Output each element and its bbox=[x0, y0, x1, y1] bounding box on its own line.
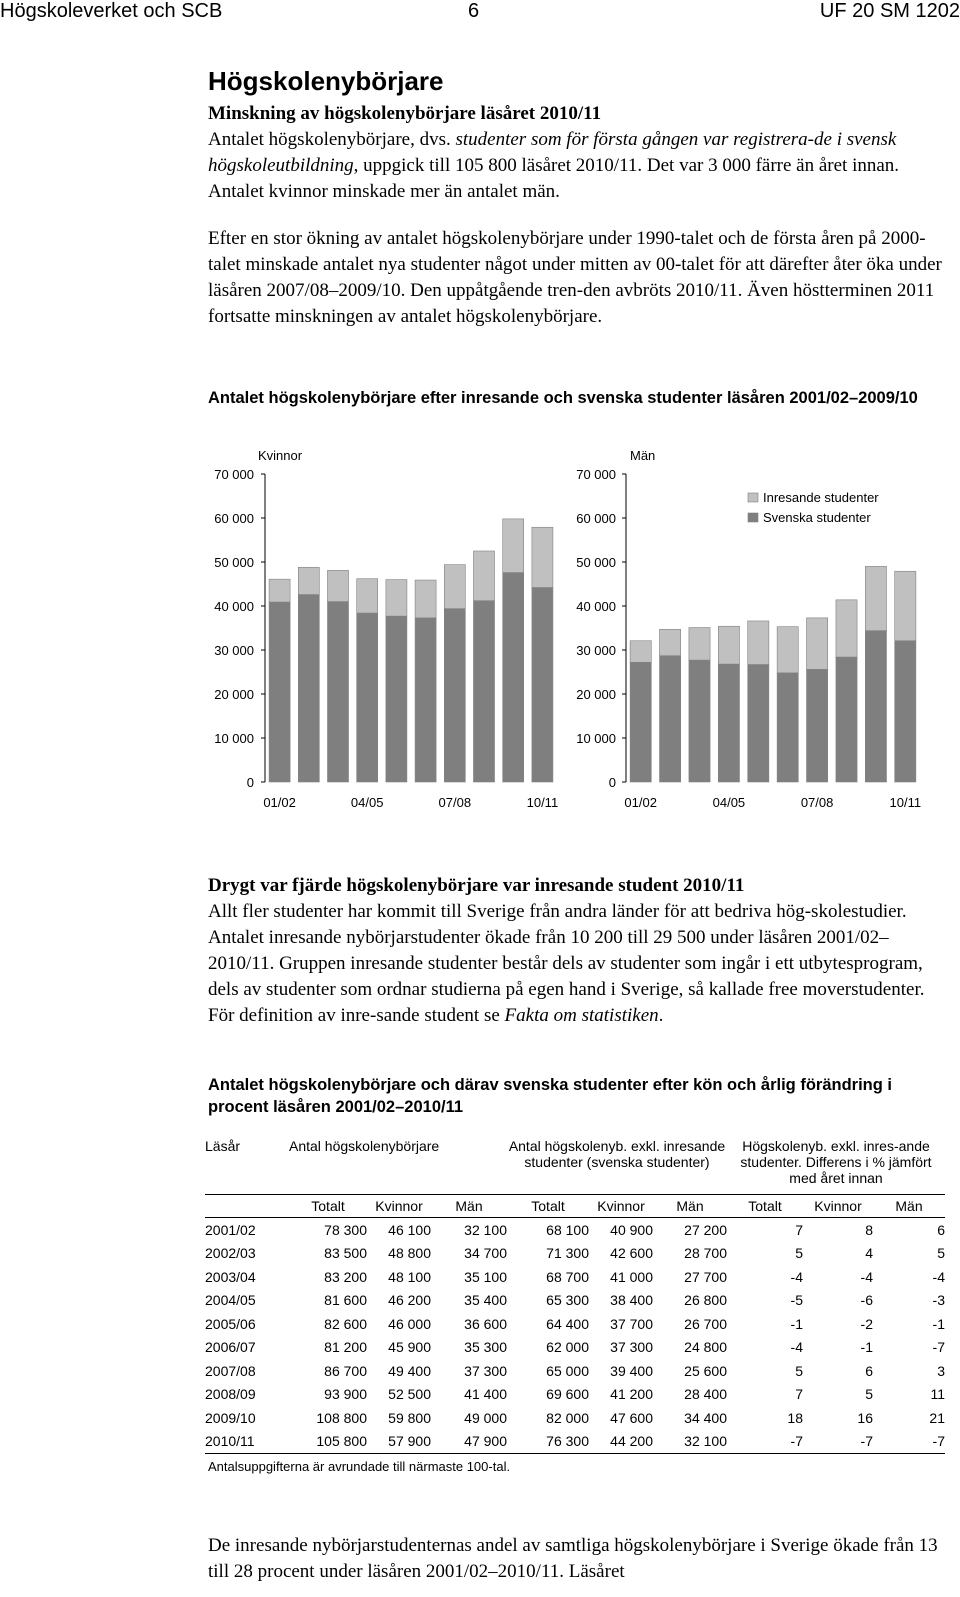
table-cell: 7 bbox=[727, 1218, 803, 1242]
bar-inresande bbox=[298, 567, 319, 594]
table-cell: 83 200 bbox=[324, 1268, 367, 1285]
bar-svenska bbox=[689, 660, 710, 782]
y-tick-label: 70 000 bbox=[214, 467, 254, 482]
table-row bbox=[205, 1359, 945, 1383]
table-cell: -2 bbox=[860, 1315, 873, 1332]
bar-inresande bbox=[415, 580, 436, 618]
y-tick-label: 30 000 bbox=[214, 643, 254, 658]
table-cell: 44 200 bbox=[589, 1430, 653, 1454]
table-subheader: Totalt bbox=[531, 1198, 565, 1214]
table-cell-year: 2002/03 bbox=[205, 1245, 256, 1262]
table-cell: 7 bbox=[795, 1386, 803, 1403]
bar-inresande bbox=[532, 527, 553, 587]
table-cell: 27 700 bbox=[684, 1268, 727, 1285]
chart-panel-title: Män bbox=[630, 448, 656, 463]
x-tick-label: 07/08 bbox=[438, 795, 472, 810]
table-cell: 81 600 bbox=[324, 1292, 367, 1309]
table-cell: -7 bbox=[932, 1339, 945, 1356]
table-subheader: Totalt bbox=[311, 1198, 345, 1214]
page-header-left: Högskoleverket och SCB bbox=[0, 0, 223, 22]
y-tick-label: 30 000 bbox=[576, 643, 616, 658]
intro-paragraph bbox=[208, 101, 943, 205]
table-cell: 57 900 bbox=[367, 1430, 431, 1454]
table-cell: -7 bbox=[727, 1430, 803, 1454]
table-row bbox=[205, 1289, 945, 1313]
table-cell: -5 bbox=[790, 1292, 803, 1309]
x-tick-label: 04/05 bbox=[712, 795, 746, 810]
y-tick-label: 0 bbox=[246, 775, 254, 790]
table-title: Antalet högskolenybörjare och därav svenska studenter efter kön och årlig förändring i procent läsåren 2001/02–2010/11 bbox=[208, 1076, 893, 1116]
table-cell: 34 400 bbox=[684, 1409, 727, 1426]
table-cell: 64 400 bbox=[546, 1315, 589, 1332]
x-tick-label: 01/02 bbox=[624, 795, 657, 810]
body-paragraph-1: Efter en stor ökning av antalet högskolenybörjare under 1990-talet och de första åren på 2000-talet minskade antalet nya studenter något under mitten av 00-talet för att därefter åter öka under läsåren 2007/08–2009/10. Den uppåtgående tren-den avbröts 2010/11. Även höstterminen 2011 fortsatte minskningen av antalet högskolenybörjare. bbox=[208, 228, 942, 327]
page-header-right: UF 20 SM 1202 bbox=[819, 0, 960, 22]
intro-text-italic: studenter som för första gången var registrera-de i svensk högskoleutbildning bbox=[208, 129, 897, 176]
bar-svenska bbox=[444, 609, 465, 782]
bar-svenska bbox=[503, 573, 524, 782]
table-cell: 34 700 bbox=[464, 1245, 507, 1262]
table-cell: 48 800 bbox=[388, 1245, 431, 1262]
section-title: Högskolenybörjare bbox=[208, 66, 444, 96]
table-cell: 5 bbox=[937, 1245, 945, 1262]
bar-inresande bbox=[895, 571, 916, 641]
x-tick-label: 10/11 bbox=[526, 795, 559, 810]
intro-text-start: Antalet högskolenybörjare, dvs. bbox=[208, 129, 456, 150]
table-row bbox=[205, 1312, 945, 1336]
y-tick-label: 10 000 bbox=[576, 731, 616, 746]
table-cell: 48 100 bbox=[388, 1268, 431, 1285]
table-subheader: Kvinnor bbox=[375, 1198, 423, 1214]
y-tick-label: 10 000 bbox=[214, 731, 254, 746]
bar-svenska bbox=[630, 662, 651, 782]
table-subheader: Totalt bbox=[748, 1198, 782, 1214]
table-cell: 82 600 bbox=[324, 1315, 367, 1332]
table-cell: 26 700 bbox=[684, 1315, 727, 1332]
table-cell: 69 600 bbox=[546, 1386, 589, 1403]
chart-title: Antalet högskolenybörjare efter inresande och svenska studenter läsåren 2001/02–2009/10 bbox=[208, 389, 918, 407]
y-tick-label: 40 000 bbox=[214, 599, 254, 614]
bar-inresande bbox=[807, 618, 828, 669]
bar-svenska bbox=[327, 602, 348, 782]
table-cell: -4 bbox=[932, 1268, 945, 1285]
table-cell: -3 bbox=[932, 1292, 945, 1309]
y-tick-label: 40 000 bbox=[576, 599, 616, 614]
table-cell: -7 bbox=[803, 1430, 873, 1454]
bar-inresande bbox=[386, 580, 407, 617]
body-paragraph-2 bbox=[208, 873, 943, 1029]
table-cell: 3 bbox=[937, 1362, 945, 1379]
table-cell: 35 400 bbox=[464, 1292, 507, 1309]
table-header-change-group: Högskolenyb. exkl. inres-ande studenter. Differens i % jämfört med året innan bbox=[740, 1138, 932, 1186]
table-cell-year: 2007/08 bbox=[205, 1362, 256, 1379]
table-cell: 68 100 bbox=[507, 1218, 589, 1242]
chart-canvas bbox=[0, 440, 960, 820]
bar-svenska bbox=[532, 588, 553, 782]
y-tick-label: 50 000 bbox=[214, 555, 254, 570]
table-cell: 46 000 bbox=[388, 1315, 431, 1332]
y-tick-label: 0 bbox=[608, 775, 616, 790]
table-cell: 78 300 bbox=[289, 1218, 367, 1242]
table-cell: 8 bbox=[803, 1218, 873, 1242]
table-cell: 5 bbox=[795, 1362, 803, 1379]
statistics-table bbox=[205, 1138, 945, 1454]
table-cell: 83 500 bbox=[324, 1245, 367, 1262]
table-note: Antalsuppgifterna är avrundade till närmaste 100-tal. bbox=[208, 1459, 511, 1474]
bar-svenska bbox=[357, 613, 378, 782]
intro-text-end: , uppgick till 105 800 läsåret 2010/11. Det var 3 000 färre än året innan. Antalet kvinnor minskade mer än antalet män. bbox=[208, 155, 900, 202]
x-tick-label: 04/05 bbox=[350, 795, 384, 810]
table-header-total-group: Antal högskolenybörjare bbox=[289, 1138, 440, 1154]
bar-inresande bbox=[503, 519, 524, 573]
table-cell: 5 bbox=[795, 1245, 803, 1262]
table-cell: 39 400 bbox=[610, 1362, 653, 1379]
body-paragraph-3: De inresande nybörjarstudenternas andel av samtliga högskolenybörjare i Sverige ökade från 13 till 28 procent under läsåren 2001/02–2010/11. Läsåret bbox=[208, 1535, 938, 1582]
table-cell: 105 800 bbox=[289, 1430, 367, 1454]
table-body bbox=[205, 1218, 945, 1454]
table-cell: 37 300 bbox=[610, 1339, 653, 1356]
table-cell: 18 bbox=[787, 1409, 803, 1426]
para2-text: Allt fler studenter har kommit till Sverige från andra länder för att bedriva hög-skolestudier. Antalet inresande nybörjarstudenter ökade från 10 200 till 29 500 under läsåren 2001/02–2010/11. Gruppen inresande studenter består dels av studenter som ingår i ett utbytesprogram, dels av studenter som ordnar studierna på egen hand i Sverige, så kallade free moverstudenter. För definition av inre-sande student se bbox=[208, 901, 925, 1026]
bar-svenska bbox=[748, 665, 769, 782]
table-cell: 24 800 bbox=[684, 1339, 727, 1356]
table-cell: 45 900 bbox=[388, 1339, 431, 1356]
table-cell: 41 400 bbox=[464, 1386, 507, 1403]
table-cell: 38 400 bbox=[610, 1292, 653, 1309]
bar-inresande bbox=[836, 600, 857, 657]
table-cell: -1 bbox=[860, 1339, 873, 1356]
table-subheader: Män bbox=[676, 1198, 704, 1214]
table-row bbox=[205, 1218, 945, 1242]
bar-inresande bbox=[660, 629, 681, 655]
table-cell-year: 2010/11 bbox=[205, 1430, 289, 1454]
bar-svenska bbox=[660, 656, 681, 782]
table-cell: 35 300 bbox=[464, 1339, 507, 1356]
table-cell: 41 200 bbox=[610, 1386, 653, 1403]
para2-heading: Drygt var fjärde högskolenybörjare var inresande student 2010/11 bbox=[208, 875, 745, 896]
table-cell: 41 000 bbox=[610, 1268, 653, 1285]
table-cell: 46 100 bbox=[367, 1218, 431, 1242]
table-cell: -4 bbox=[790, 1268, 803, 1285]
table-cell: 5 bbox=[865, 1386, 873, 1403]
table-row bbox=[205, 1430, 945, 1454]
legend-swatch bbox=[748, 493, 758, 502]
bar-svenska bbox=[386, 616, 407, 782]
bar-inresande bbox=[689, 628, 710, 661]
para2-text-end: . bbox=[658, 1005, 664, 1026]
intro-heading: Minskning av högskolenybörjare läsåret 2010/11 bbox=[208, 103, 602, 124]
table-cell: 40 900 bbox=[589, 1218, 653, 1242]
legend-label: Inresande studenter bbox=[763, 490, 879, 505]
bar-inresande bbox=[718, 626, 739, 664]
bar-inresande bbox=[269, 579, 290, 602]
table-cell: 86 700 bbox=[324, 1362, 367, 1379]
table-cell: -1 bbox=[932, 1315, 945, 1332]
table-row bbox=[205, 1406, 945, 1430]
y-tick-label: 20 000 bbox=[576, 687, 616, 702]
table-cell: 47 600 bbox=[610, 1409, 653, 1426]
bar-svenska bbox=[269, 602, 290, 782]
table-cell: 52 500 bbox=[388, 1386, 431, 1403]
bar-svenska bbox=[895, 641, 916, 782]
table-cell: 49 000 bbox=[464, 1409, 507, 1426]
table-cell: 6 bbox=[865, 1362, 873, 1379]
table-cell-year: 2008/09 bbox=[205, 1386, 256, 1403]
bar-svenska bbox=[777, 673, 798, 782]
table-cell: 49 400 bbox=[388, 1362, 431, 1379]
table-cell: 47 900 bbox=[431, 1430, 507, 1454]
table-cell: 81 200 bbox=[324, 1339, 367, 1356]
x-tick-label: 07/08 bbox=[800, 795, 834, 810]
table-cell: 32 100 bbox=[653, 1430, 727, 1454]
y-tick-label: 70 000 bbox=[576, 467, 616, 482]
table-cell: 32 100 bbox=[431, 1218, 507, 1242]
table-cell: 26 800 bbox=[684, 1292, 727, 1309]
table-cell: 28 700 bbox=[684, 1245, 727, 1262]
bar-svenska bbox=[718, 664, 739, 782]
bar-inresande bbox=[357, 579, 378, 613]
table-cell: 62 000 bbox=[546, 1339, 589, 1356]
y-tick-label: 60 000 bbox=[214, 511, 254, 526]
table-cell: 42 600 bbox=[610, 1245, 653, 1262]
table-cell: 6 bbox=[873, 1218, 945, 1242]
table-subheader: Kvinnor bbox=[814, 1198, 862, 1214]
table-cell: 108 800 bbox=[316, 1409, 367, 1426]
table-row bbox=[205, 1265, 945, 1289]
table-subheader: Kvinnor bbox=[597, 1198, 645, 1214]
table-subheader-empty bbox=[205, 1195, 289, 1218]
table-cell: 59 800 bbox=[388, 1409, 431, 1426]
table-cell-year: 2001/02 bbox=[205, 1218, 289, 1242]
page-number: 6 bbox=[468, 0, 480, 22]
table-subheader: Män bbox=[455, 1198, 483, 1214]
x-tick-label: 10/11 bbox=[889, 795, 922, 810]
bar-inresande bbox=[444, 565, 465, 609]
table-cell: -4 bbox=[860, 1268, 873, 1285]
table-cell: 93 900 bbox=[324, 1386, 367, 1403]
table-cell: 35 100 bbox=[464, 1268, 507, 1285]
y-tick-label: 20 000 bbox=[214, 687, 254, 702]
bar-svenska bbox=[807, 669, 828, 782]
table-cell: 16 bbox=[857, 1409, 873, 1426]
table-cell: 28 400 bbox=[684, 1386, 727, 1403]
table-cell: 25 600 bbox=[684, 1362, 727, 1379]
table-cell: 82 000 bbox=[546, 1409, 589, 1426]
table-cell-year: 2009/10 bbox=[205, 1409, 256, 1426]
table-cell: 65 000 bbox=[546, 1362, 589, 1379]
legend-swatch bbox=[748, 513, 758, 522]
table-header-year: Läsår bbox=[205, 1138, 241, 1154]
table-header-swedish-group: Antal högskolenyb. exkl. inresande studenter (svenska studenter) bbox=[508, 1138, 726, 1170]
legend-label: Svenska studenter bbox=[763, 510, 871, 525]
bar-svenska bbox=[473, 601, 494, 782]
table-row bbox=[205, 1383, 945, 1407]
bar-inresande bbox=[865, 566, 886, 630]
table-cell: 36 600 bbox=[464, 1315, 507, 1332]
bar-inresande bbox=[630, 641, 651, 663]
bar-svenska bbox=[415, 618, 436, 782]
x-tick-label: 01/02 bbox=[263, 795, 296, 810]
bar-inresande bbox=[777, 627, 798, 673]
table-row bbox=[205, 1242, 945, 1266]
bar-svenska bbox=[298, 595, 319, 782]
table-cell: 11 bbox=[930, 1386, 945, 1403]
table-cell: -6 bbox=[860, 1292, 873, 1309]
chart-panel-title: Kvinnor bbox=[258, 448, 303, 463]
table-cell: 65 300 bbox=[546, 1292, 589, 1309]
table-cell: 71 300 bbox=[546, 1245, 589, 1262]
table-row bbox=[205, 1336, 945, 1360]
table-cell: 4 bbox=[865, 1245, 873, 1262]
bar-svenska bbox=[865, 631, 886, 782]
bar-svenska bbox=[836, 657, 857, 782]
para2-text-italic: Fakta om statistiken bbox=[504, 1005, 659, 1026]
table-cell: -4 bbox=[790, 1339, 803, 1356]
table-cell: 46 200 bbox=[388, 1292, 431, 1309]
table-subheader: Män bbox=[895, 1198, 923, 1214]
table-cell: 76 300 bbox=[507, 1430, 589, 1454]
table-cell-year: 2005/06 bbox=[205, 1315, 256, 1332]
table-cell: 37 700 bbox=[610, 1315, 653, 1332]
table-cell-year: 2003/04 bbox=[205, 1268, 256, 1285]
y-tick-label: 50 000 bbox=[576, 555, 616, 570]
table-cell: 37 300 bbox=[464, 1362, 507, 1379]
table-cell: 27 200 bbox=[653, 1218, 727, 1242]
bar-inresande bbox=[327, 570, 348, 601]
y-tick-label: 60 000 bbox=[576, 511, 616, 526]
table-cell: -1 bbox=[790, 1315, 803, 1332]
table-cell: -7 bbox=[873, 1430, 945, 1454]
table-cell: 21 bbox=[929, 1409, 945, 1426]
table-cell-year: 2006/07 bbox=[205, 1339, 256, 1356]
table-cell-year: 2004/05 bbox=[205, 1292, 256, 1309]
bar-inresande bbox=[473, 551, 494, 601]
table-cell: 68 700 bbox=[546, 1268, 589, 1285]
bar-inresande bbox=[748, 621, 769, 665]
